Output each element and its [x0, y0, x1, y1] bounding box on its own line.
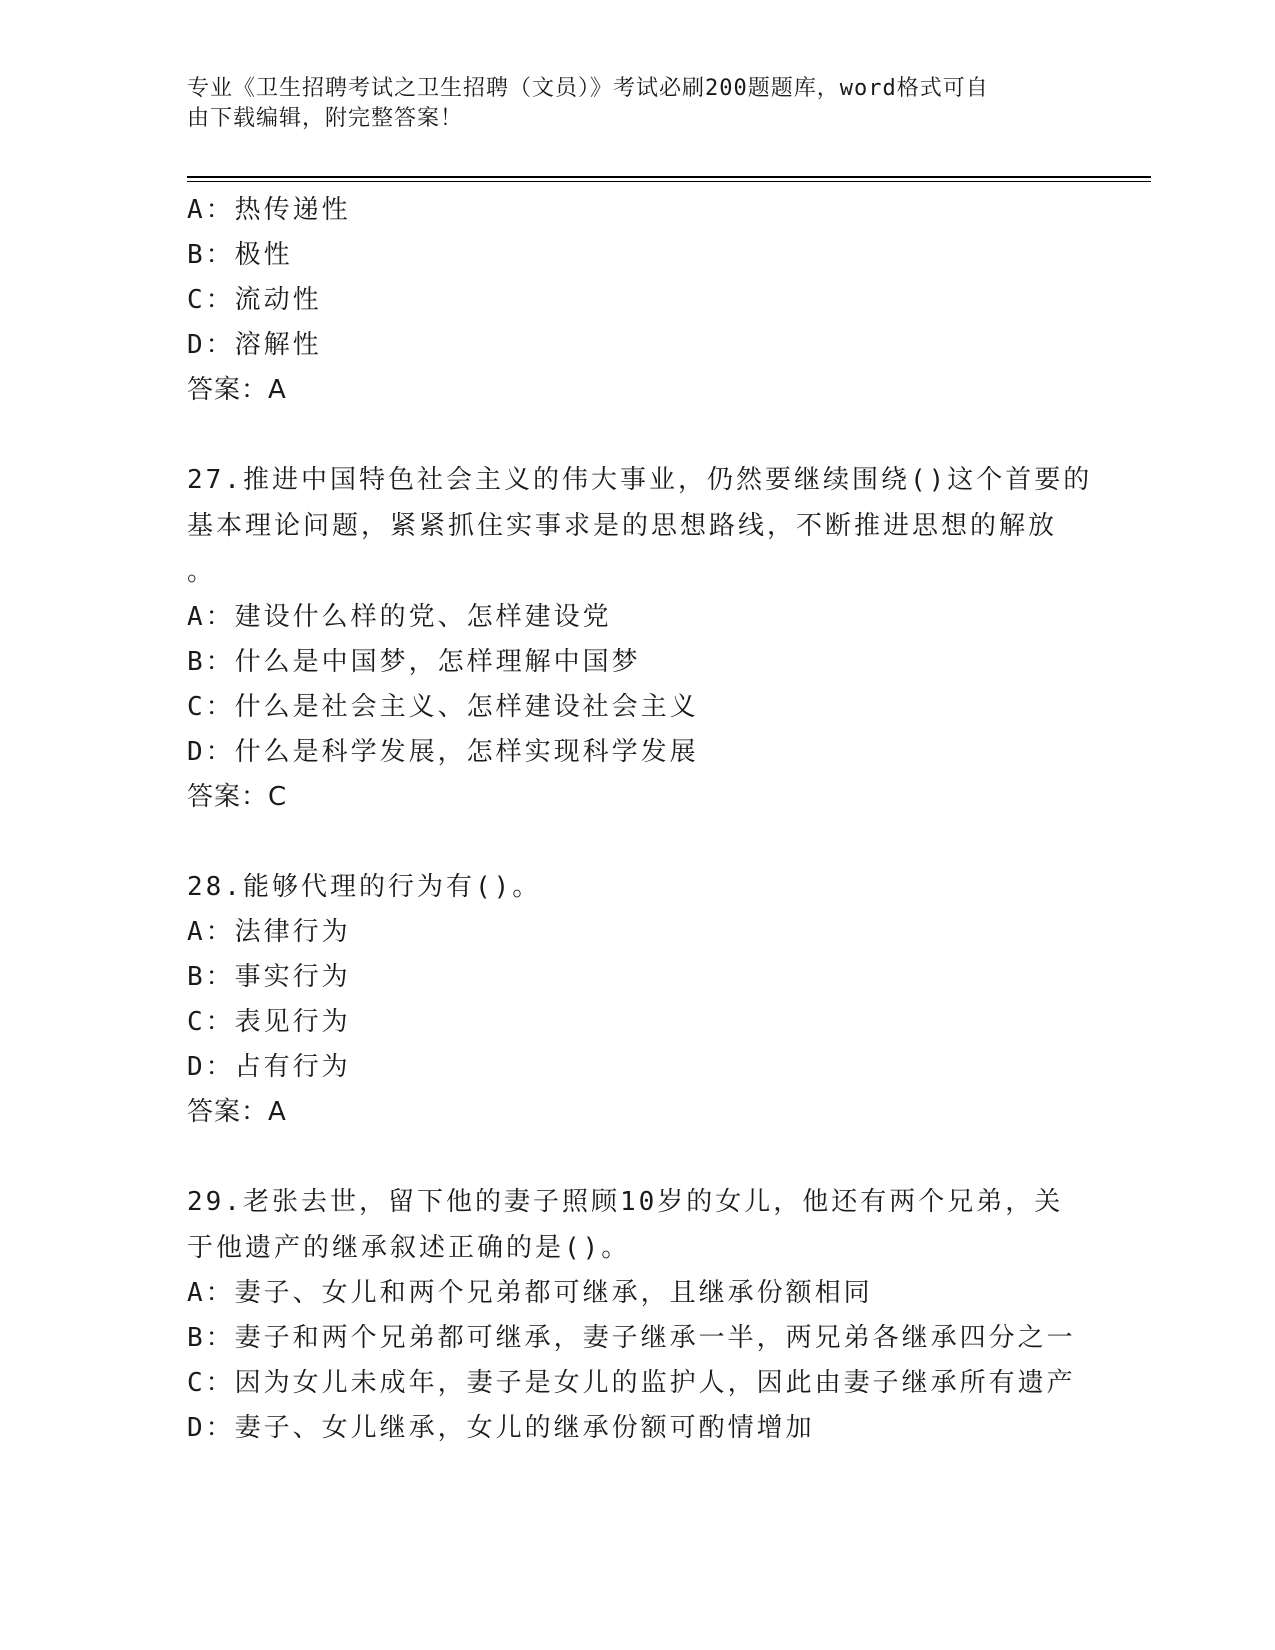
- question-27: [187, 457, 1093, 820]
- header-line-2: 由下载编辑，附完整答案！: [187, 106, 464, 131]
- answer: 答案：A: [187, 375, 287, 405]
- option-d: D：妻子、女儿继承，女儿的继承份额可酌情增加: [187, 1413, 815, 1443]
- question-line: 28.能够代理的行为有()。: [187, 872, 542, 902]
- spacer: [187, 413, 1087, 457]
- header-rule-thin: [187, 181, 1151, 182]
- option-c: C：因为女儿未成年，妻子是女儿的监护人，因此由妻子继承所有遗产: [187, 1368, 1076, 1398]
- question-text: [187, 1179, 1087, 1271]
- option-b: B：事实行为: [187, 962, 351, 992]
- spacer: [187, 820, 1087, 864]
- question-line: 27.推进中国特色社会主义的伟大事业，仍然要继续围绕()这个首要的: [187, 465, 1093, 495]
- option-c: C：什么是社会主义、怎样建设社会主义: [187, 692, 699, 722]
- option-b: B：什么是中国梦，怎样理解中国梦: [187, 647, 641, 677]
- spacer: [187, 1135, 1087, 1179]
- option-a: A：热传递性: [187, 195, 351, 225]
- answer: 答案：C: [187, 782, 288, 812]
- option-c: C：流动性: [187, 285, 322, 315]
- question-text: [187, 457, 1093, 595]
- option-b: B：极性: [187, 240, 293, 270]
- question-line: 于他遗产的继承叙述正确的是()。: [187, 1233, 631, 1263]
- question-26-fragment: [187, 188, 1087, 413]
- option-c: C：表见行为: [187, 1007, 351, 1037]
- option-d: D：占有行为: [187, 1052, 351, 1082]
- document-header: [187, 74, 1067, 134]
- option-b: B：妻子和两个兄弟都可继承，妻子继承一半，两兄弟各继承四分之一: [187, 1323, 1076, 1353]
- header-rule-thick: [187, 176, 1151, 178]
- option-d: D：什么是科学发展，怎样实现科学发展: [187, 737, 699, 767]
- option-d: D：溶解性: [187, 330, 322, 360]
- option-a: A：建设什么样的党、怎样建设党: [187, 602, 612, 632]
- question-29: [187, 1179, 1087, 1451]
- option-a: A：妻子、女儿和两个兄弟都可继承，且继承份额相同: [187, 1278, 873, 1308]
- question-text: [187, 864, 1087, 910]
- question-list: [187, 188, 1093, 1451]
- question-28: [187, 864, 1087, 1135]
- option-a: A：法律行为: [187, 917, 351, 947]
- question-line: 基本理论问题，紧紧抓住实事求是的思想路线，不断推进思想的解放: [187, 511, 1058, 541]
- question-line: 29.老张去世，留下他的妻子照顾10岁的女儿，他还有两个兄弟，关: [187, 1187, 1064, 1217]
- question-line: 。: [187, 557, 217, 587]
- answer: 答案：A: [187, 1097, 287, 1127]
- header-line-1: 专业《卫生招聘考试之卫生招聘（文员）》考试必刷200题题库，word格式可自: [187, 76, 989, 101]
